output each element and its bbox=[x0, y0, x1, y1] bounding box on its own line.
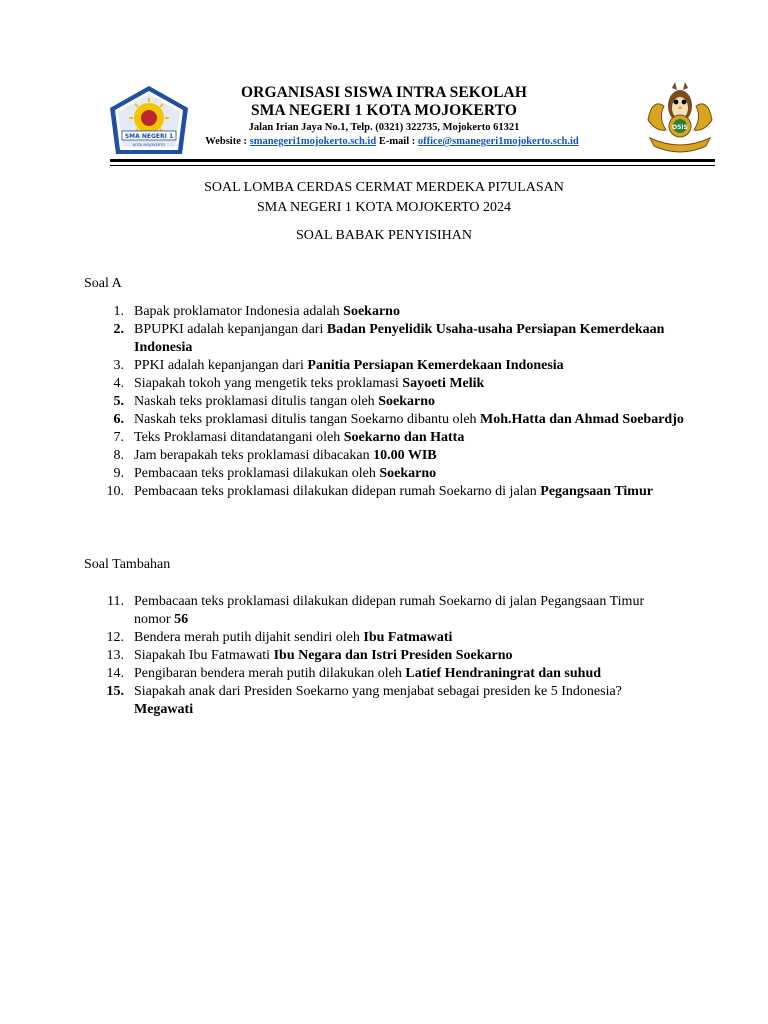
question-number: 12. bbox=[106, 630, 124, 645]
answer-text: Soekarno dan Hatta bbox=[343, 430, 465, 445]
question-text: Pengibaran bendera merah putih dilakukan oleh bbox=[134, 666, 406, 681]
question-text: Jam berapakah teks proklamasi dibacakan bbox=[134, 448, 374, 463]
question-item bbox=[84, 465, 684, 483]
letterhead-divider-thick bbox=[110, 159, 715, 162]
question-item bbox=[84, 303, 684, 321]
answer-text: Pegangsaan Timur bbox=[540, 484, 653, 499]
question-text: Siapakah Ibu Fatmawati bbox=[134, 648, 274, 663]
question-text: BPUPKI adalah kepanjangan dari bbox=[134, 322, 327, 337]
question-item bbox=[84, 483, 684, 501]
question-text: Siapakah anak dari Presiden Soekarno yang menjabat sebagai presiden ke 5 Indonesia? bbox=[134, 684, 622, 699]
org-name: ORGANISASI SISWA INTRA SEKOLAH bbox=[241, 84, 527, 101]
question-number: 6. bbox=[113, 412, 124, 427]
question-item bbox=[84, 629, 684, 647]
question-item bbox=[84, 593, 684, 629]
osis-emblem-icon bbox=[644, 80, 716, 154]
question-text: Naskah teks proklamasi ditulis tangan Soekarno dibantu oleh bbox=[134, 412, 481, 427]
question-item bbox=[84, 647, 684, 665]
question-item bbox=[84, 375, 684, 393]
contact-line bbox=[150, 136, 634, 147]
question-item bbox=[84, 447, 684, 465]
answer-text: Sayoeti Melik bbox=[402, 376, 485, 391]
question-item bbox=[84, 393, 684, 411]
question-number: 7. bbox=[113, 430, 124, 445]
answer-text: Panitia Persiapan Kemerdekaan Indonesia bbox=[307, 358, 564, 373]
question-number: 4. bbox=[113, 376, 124, 391]
question-text: Pembacaan teks proklamasi dilakukan didepan rumah Soekarno di jalan Pegangsaan Timur nomor bbox=[134, 594, 645, 627]
section-a-heading: Soal A bbox=[84, 276, 122, 291]
question-number: 2. bbox=[113, 322, 124, 337]
question-item bbox=[84, 411, 684, 429]
answer-text: Badan Penyelidik Usaha-usaha Persiapan Kemerdekaan Indonesia bbox=[134, 322, 665, 355]
question-text: Pembacaan teks proklamasi dilakukan oleh bbox=[134, 466, 380, 481]
answer-text: Soekarno bbox=[378, 394, 435, 409]
question-item bbox=[84, 683, 684, 719]
website-label: Website : bbox=[205, 136, 247, 147]
answer-text: Latief Hendraningrat dan suhud bbox=[405, 666, 602, 681]
question-number: 3. bbox=[113, 358, 124, 373]
school-name: SMA NEGERI 1 KOTA MOJOKERTO bbox=[251, 102, 517, 119]
question-text: PPKI adalah kepanjangan dari bbox=[134, 358, 308, 373]
question-item bbox=[84, 357, 684, 375]
letterhead-divider-thin bbox=[110, 165, 715, 166]
question-number: 14. bbox=[106, 666, 124, 681]
question-number: 11. bbox=[107, 594, 124, 609]
website-link[interactable]: smanegeri1mojokerto.sch.id bbox=[249, 136, 377, 147]
question-item bbox=[84, 665, 684, 683]
answer-text: 56 bbox=[174, 612, 189, 627]
answer-text: Soekarno bbox=[343, 304, 400, 319]
section-b-heading: Soal Tambahan bbox=[84, 557, 171, 572]
answer-text: Ibu Negara dan Istri Presiden Soekarno bbox=[273, 648, 513, 663]
section-b-list bbox=[84, 593, 684, 719]
question-number: 13. bbox=[106, 648, 124, 663]
left-logo-subtext: KOTA MOJOKERTO bbox=[132, 143, 166, 147]
question-item bbox=[84, 429, 684, 447]
school-address: Jalan Irian Jaya No.1, Telp. (0321) 322735, Mojokerto 61321 bbox=[248, 122, 520, 133]
question-text: Bapak proklamator Indonesia adalah bbox=[134, 304, 344, 319]
answer-text: Ibu Fatmawati bbox=[363, 630, 453, 645]
answer-text: 10.00 WIB bbox=[373, 448, 437, 463]
question-text: Teks Proklamasi ditandatangani oleh bbox=[134, 430, 344, 445]
email-link[interactable]: office@smanegeri1mojokerto.sch.id bbox=[417, 136, 579, 147]
answer-text: Megawati bbox=[134, 702, 194, 717]
answer-text: Moh.Hatta dan Ahmad Soebardjo bbox=[480, 412, 684, 427]
left-logo-text: SMA NEGERI 1 bbox=[124, 133, 174, 140]
question-number: 5. bbox=[113, 394, 124, 409]
answer-text: Soekarno bbox=[379, 466, 437, 481]
question-text: Pembacaan teks proklamasi dilakukan didepan rumah Soekarno di jalan bbox=[134, 484, 541, 499]
question-number: 1. bbox=[113, 304, 124, 319]
question-text: Bendera merah putih dijahit sendiri oleh bbox=[134, 630, 364, 645]
question-number: 9. bbox=[113, 466, 124, 481]
question-number: 8. bbox=[113, 448, 124, 463]
question-item bbox=[84, 321, 684, 357]
round-title: SOAL BABAK PENYISIHAN bbox=[295, 228, 473, 243]
question-number: 15. bbox=[106, 684, 124, 699]
question-text: Naskah teks proklamasi ditulis tangan oleh bbox=[134, 394, 379, 409]
question-text: Siapakah tokoh yang mengetik teks proklamasi bbox=[134, 376, 403, 391]
document-subtitle: SMA NEGERI 1 KOTA MOJOKERTO 2024 bbox=[256, 200, 512, 215]
question-number: 10. bbox=[106, 484, 124, 499]
right-logo-text: OSIS bbox=[672, 124, 688, 131]
document-title: SOAL LOMBA CERDAS CERMAT MERDEKA PI7ULASAN bbox=[204, 180, 564, 195]
section-a-list bbox=[84, 303, 684, 501]
email-label: E-mail : bbox=[378, 136, 416, 147]
